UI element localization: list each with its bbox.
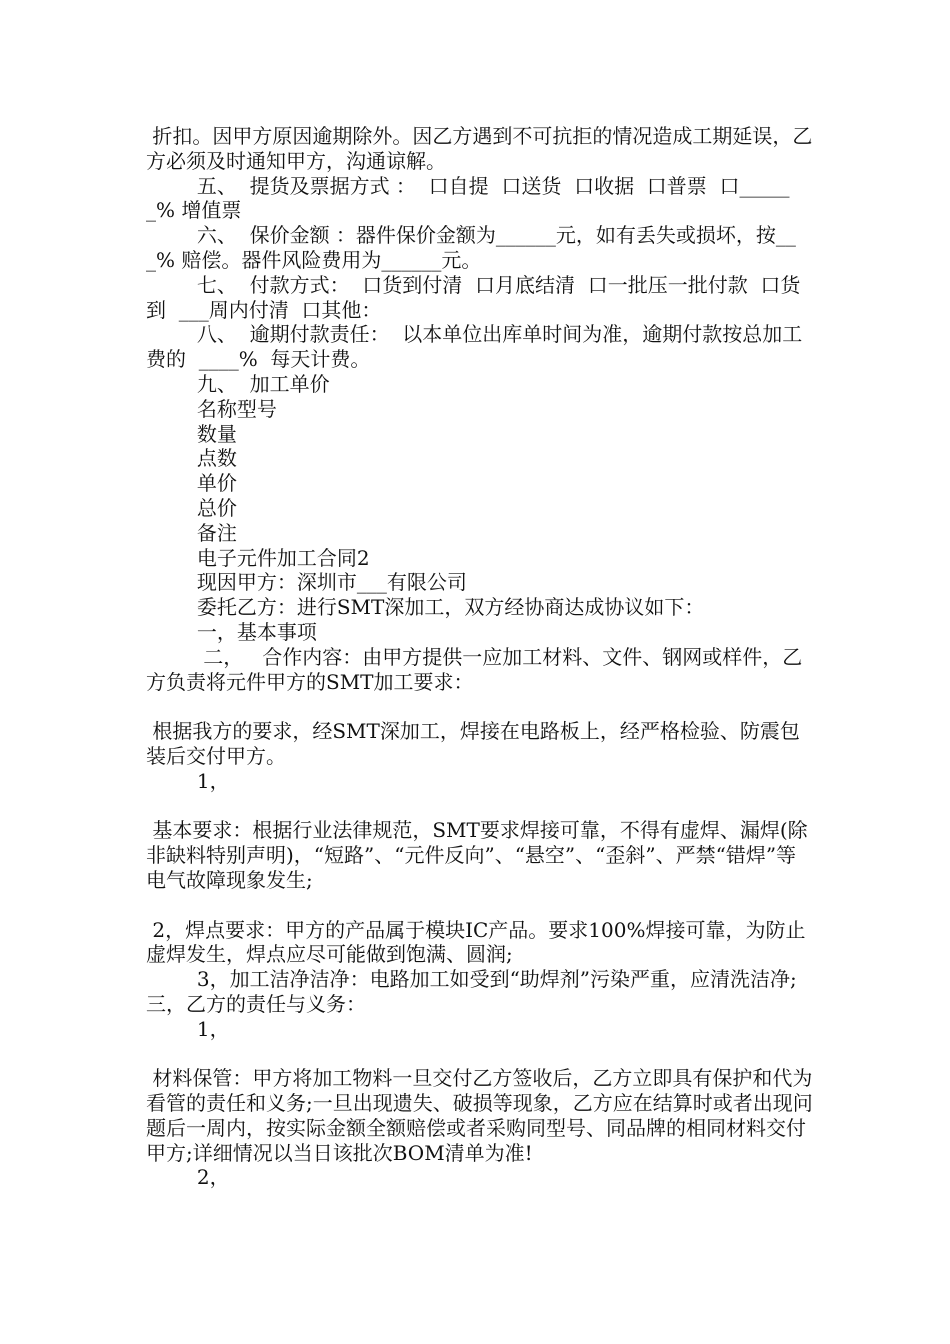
list-number: 1， bbox=[146, 768, 230, 793]
paragraph: 基本要求：根据行业法律规范，SMT要求焊接可靠，不得有虚焊、漏焊(除非缺料特别声明)，“短路”、“元件反向”、“悬空”、“歪斜”、严禁“错焊”等电气故障现象发生; bbox=[146, 818, 808, 892]
paragraph: 六、 保价金额 ：器件保价金额为______元，如有丢失或损坏，按___% 赔偿。器件风险费用为______元。 bbox=[146, 223, 796, 272]
paragraph: 根据我方的要求，经SMT深加工，焊接在电路板上，经严格检验、防震包装后交付甲方。 bbox=[146, 719, 800, 768]
list-item: 名称型号 bbox=[146, 396, 277, 421]
paragraph: 七、 付款方式： 口货到付清 口月底结清 口一批压一批付款 口货到 ___周内付清 口其他： bbox=[146, 272, 801, 322]
list-item: 备注 bbox=[146, 520, 237, 545]
paragraph: 2，焊点要求：甲方的产品属于模块IC产品。要求100%焊接可靠，为防止虚焊发生，焊点应尽可能做到饱满、圆润; bbox=[146, 917, 806, 967]
list-number: 2， bbox=[146, 1165, 230, 1190]
paragraph: 现因甲方：深圳市___有限公司 bbox=[146, 570, 467, 595]
blank-line bbox=[146, 1041, 816, 1066]
list-number: 1， bbox=[146, 1016, 230, 1041]
paragraph: 折扣。因甲方原因逾期除外。因乙方遇到不可抗拒的情况造成工期延误，乙方必须及时通知甲方，沟通谅解。 bbox=[146, 124, 813, 173]
paragraph: 八、 逾期付款责任： 以本单位出库单时间为准，逾期付款按总加工费的 ____% 每天计费。 bbox=[146, 322, 803, 372]
paragraph: 五、 提货及票据方式 ： 口自提 口送货 口收据 口普票 口______% 增值票 bbox=[146, 173, 790, 223]
section-heading: 一，基本事项 bbox=[146, 619, 317, 644]
list-item: 点数 bbox=[146, 446, 237, 471]
paragraph: 二， 合作内容：由甲方提供一应加工材料、文件、钢网或样件，乙方负责将元件甲方的SMT加工要求： bbox=[146, 644, 803, 694]
contract-body bbox=[146, 124, 816, 1190]
document-title: 电子元件加工合同2 bbox=[146, 545, 370, 570]
blank-line bbox=[146, 794, 816, 819]
list-item: 数量 bbox=[146, 421, 237, 446]
blank-line bbox=[146, 694, 816, 719]
paragraph: 3，加工洁净洁净：电路加工如受到“助焊剂”污染严重，应清洗洁净; 三，乙方的责任与义务： bbox=[146, 967, 804, 1016]
list-item: 单价 bbox=[146, 471, 237, 496]
list-item: 总价 bbox=[146, 495, 237, 520]
section-heading: 九、 加工单价 bbox=[146, 371, 330, 396]
paragraph: 委托乙方：进行SMT深加工，双方经协商达成协议如下： bbox=[146, 595, 705, 620]
blank-line bbox=[146, 893, 816, 918]
paragraph: 材料保管：甲方将加工物料一旦交付乙方签收后，乙方立即具有保护和代为看管的责任和义务;一旦出现遗失、破损等现象，乙方应在结算时或者出现问题后一周内，按实际金额全额赔偿或者采购同型号、同品牌的相同材料交付甲方;详细情况以当日该批次BOM清单为准! bbox=[146, 1066, 813, 1165]
